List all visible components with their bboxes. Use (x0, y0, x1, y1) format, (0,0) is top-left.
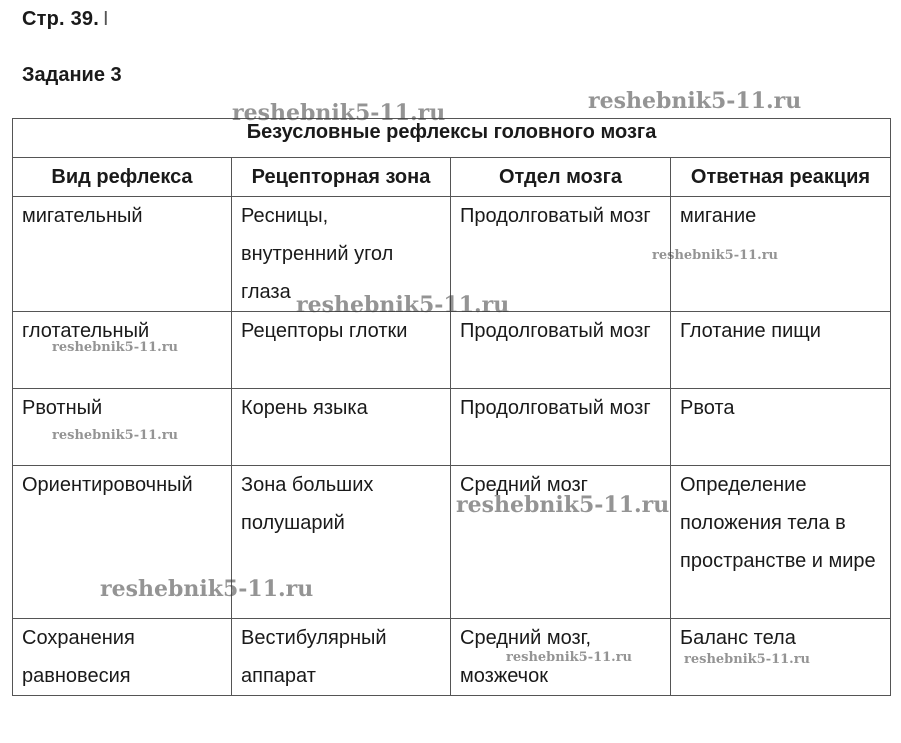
text-cursor-mark: I (102, 8, 109, 30)
watermark: reshebnik5-11.ru (52, 428, 179, 443)
cell-brain-section: Средний мозг (451, 466, 671, 619)
cell-reflex-type: Ориентировочный (13, 466, 232, 619)
cell-receptor-zone: Корень языка (232, 389, 451, 466)
cell-receptor-zone: Рецепторы глотки (232, 312, 451, 389)
watermark: reshebnik5-11.ru (684, 652, 811, 667)
table-row (13, 389, 891, 466)
watermark: reshebnik5-11.ru (652, 248, 779, 263)
watermark: reshebnik5-11.ru (456, 492, 670, 518)
page-label: Стр. 39. (22, 8, 99, 30)
watermark: reshebnik5-11.ru (506, 650, 633, 665)
cell-response: Рвота (671, 389, 891, 466)
cell-brain-section: Продолговатый мозг (451, 389, 671, 466)
reflex-table (12, 118, 891, 696)
watermark: reshebnik5-11.ru (100, 576, 314, 602)
cell-receptor-zone: Ресницы, внутренний угол глаза (232, 197, 451, 312)
cell-reflex-type: глотательный (13, 312, 232, 389)
column-header-reflex-type: Вид рефлекса (13, 158, 232, 197)
cell-brain-section: Продолговатый мозг (451, 197, 671, 312)
cell-response: Баланс тела (671, 619, 891, 696)
watermark: reshebnik5-11.ru (296, 292, 510, 318)
table-row (13, 312, 891, 389)
task-title: Задание 3 (22, 64, 122, 86)
cell-receptor-zone: Зона больших полушарий (232, 466, 451, 619)
page-number (22, 8, 109, 31)
table-title: Безусловные рефлексы головного мозга (13, 119, 891, 158)
cell-brain-section: Средний мозг, мозжечок (451, 619, 671, 696)
cell-response: Глотание пищи (671, 312, 891, 389)
cell-reflex-type: мигательный (13, 197, 232, 312)
column-header-receptor-zone: Рецепторная зона (232, 158, 451, 197)
cell-response: мигание (671, 197, 891, 312)
watermark: reshebnik5-11.ru (52, 340, 179, 355)
cell-response: Определение положения тела в пространстве и мире (671, 466, 891, 619)
column-header-response: Ответная реакция (671, 158, 891, 197)
watermark: reshebnik5-11.ru (232, 100, 446, 126)
cell-reflex-type: Сохранения равновесия (13, 619, 232, 696)
column-header-brain-section: Отдел мозга (451, 158, 671, 197)
table-row (13, 619, 891, 696)
cell-receptor-zone: Вестибулярный аппарат (232, 619, 451, 696)
watermark: reshebnik5-11.ru (588, 88, 802, 114)
table-row (13, 466, 891, 619)
cell-reflex-type: Рвотный (13, 389, 232, 466)
cell-brain-section: Продолговатый мозг (451, 312, 671, 389)
table-row (13, 197, 891, 312)
